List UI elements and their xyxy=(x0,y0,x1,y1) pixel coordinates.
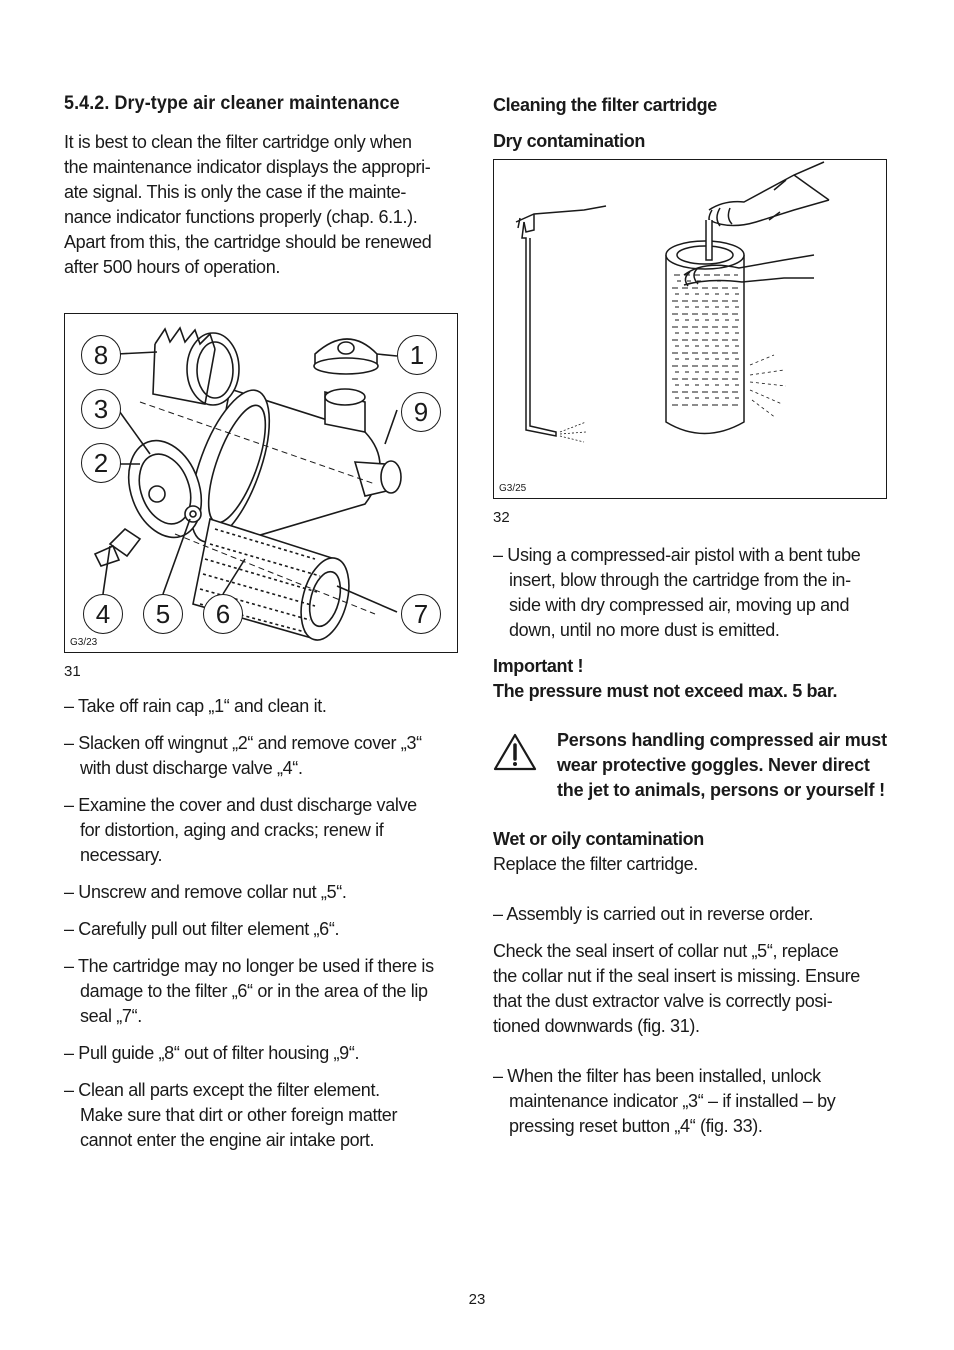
callout-9: 9 xyxy=(401,392,441,432)
list-item-line: Make sure that dirt or other foreign matter xyxy=(80,1105,398,1125)
list-item xyxy=(64,793,460,868)
list-item-line: side with dry compressed air, moving up and xyxy=(509,595,850,615)
intro-line: ate signal. This is only the case if the mainte- xyxy=(64,182,407,202)
wet-text: Replace the filter cartridge. xyxy=(493,854,698,874)
list-item xyxy=(64,1041,460,1066)
check-line: Check the seal insert of collar nut „5“, replace xyxy=(493,941,839,961)
check-line: tioned downwards (fig. 31). xyxy=(493,1016,700,1036)
figure-number: 31 xyxy=(64,663,81,680)
list-item-line: for distortion, aging and cracks; renew if xyxy=(80,820,384,840)
list-item-line: pressing reset button „4“ (fig. 33). xyxy=(509,1116,763,1136)
list-item-line: – Take off rain cap „1“ and clean it. xyxy=(64,696,327,716)
figure-32-compressed-air-cleaning xyxy=(493,159,887,499)
callout-8: 8 xyxy=(81,335,121,375)
figure-number: 32 xyxy=(493,509,510,526)
warning-notice xyxy=(493,728,889,803)
list-item-line: – Pull guide „8“ out of filter housing „9“. xyxy=(64,1043,360,1063)
page-number: 23 xyxy=(468,1291,486,1308)
figure-31-exploded-air-cleaner xyxy=(64,313,458,653)
warning-text xyxy=(557,728,887,803)
list-item-line: maintenance indicator „3“ – if installed – by xyxy=(509,1091,836,1111)
intro-line: after 500 hours of operation. xyxy=(64,257,281,277)
list-item-line: – Clean all parts except the filter element. xyxy=(64,1080,380,1100)
list-item-line: – When the filter has been installed, unlock xyxy=(493,1066,821,1086)
final-step xyxy=(493,1064,889,1139)
list-item-line: – Using a compressed-air pistol with a bent tube xyxy=(493,545,861,565)
list-item-line: down, until no more dust is emitted. xyxy=(509,620,780,640)
callout-7: 7 xyxy=(401,594,441,634)
list-item xyxy=(64,880,460,905)
figure-code: G3/23 xyxy=(70,637,98,648)
list-item-line: – Slacken off wingnut „2“ and remove cover „3“ xyxy=(64,733,422,753)
list-item xyxy=(64,954,460,1029)
callout-2: 2 xyxy=(81,443,121,483)
left-column xyxy=(64,92,460,1153)
important-text: The pressure must not exceed max. 5 bar. xyxy=(493,681,838,701)
callout-1: 1 xyxy=(397,335,437,375)
callout-5: 5 xyxy=(143,594,183,634)
callout-4: 4 xyxy=(83,594,123,634)
list-item-line: necessary. xyxy=(80,845,163,865)
intro-line: the maintenance indicator displays the appropri- xyxy=(64,157,431,177)
list-item-line: cannot enter the engine air intake port. xyxy=(80,1130,375,1150)
list-item xyxy=(64,694,460,719)
list-item-line: insert, blow through the cartridge from the in- xyxy=(509,570,851,590)
list-item-line: – Examine the cover and dust discharge valve xyxy=(64,795,417,815)
assembly-step: – Assembly is carried out in reverse order. xyxy=(493,904,814,924)
list-item-line: damage to the filter „6“ or in the area of the lip xyxy=(80,981,428,1001)
list-item-line: seal „7“. xyxy=(80,1006,142,1026)
figure-code: G3/25 xyxy=(499,483,527,494)
check-line: that the dust extractor valve is correctly posi- xyxy=(493,991,833,1011)
check-paragraph xyxy=(493,939,889,1039)
air-cleaner-exploded-illustration xyxy=(65,314,457,652)
list-item xyxy=(64,1078,460,1153)
warning-line: Persons handling compressed air must xyxy=(557,730,887,750)
subheading-dry-contamination: Dry contamination xyxy=(493,131,646,151)
warning-line: wear protective goggles. Never direct xyxy=(557,755,870,775)
subheading-cleaning: Cleaning the filter cartridge xyxy=(493,95,717,115)
important-label: Important ! xyxy=(493,656,584,676)
intro-line: Apart from this, the cartridge should be renewed xyxy=(64,232,432,252)
check-line: the collar nut if the seal insert is missing. Ensure xyxy=(493,966,860,986)
wet-heading: Wet or oily contamination xyxy=(493,829,704,849)
callout-6: 6 xyxy=(203,594,243,634)
callout-3: 3 xyxy=(81,389,121,429)
intro-paragraph xyxy=(64,130,460,280)
warning-line: the jet to animals, persons or yourself ! xyxy=(557,780,885,800)
list-item-line: – The cartridge may no longer be used if there is xyxy=(64,956,434,976)
compressed-air-cleaning-illustration xyxy=(494,160,886,498)
intro-line: nance indicator functions properly (chap. 6.1.). xyxy=(64,207,418,227)
list-item-line: with dust discharge valve „4“. xyxy=(80,758,303,778)
steps-list xyxy=(64,694,460,1153)
right-column xyxy=(493,92,889,1139)
warning-triangle-icon xyxy=(493,732,537,772)
list-item xyxy=(64,917,460,942)
intro-line: It is best to clean the filter cartridge only when xyxy=(64,132,412,152)
list-item xyxy=(64,731,460,781)
list-item-line: – Unscrew and remove collar nut „5“. xyxy=(64,882,347,902)
section-title: 5.4.2. Dry-type air cleaner maintenance xyxy=(64,92,400,114)
list-item-line: – Carefully pull out filter element „6“. xyxy=(64,919,340,939)
blow-step xyxy=(493,543,889,643)
